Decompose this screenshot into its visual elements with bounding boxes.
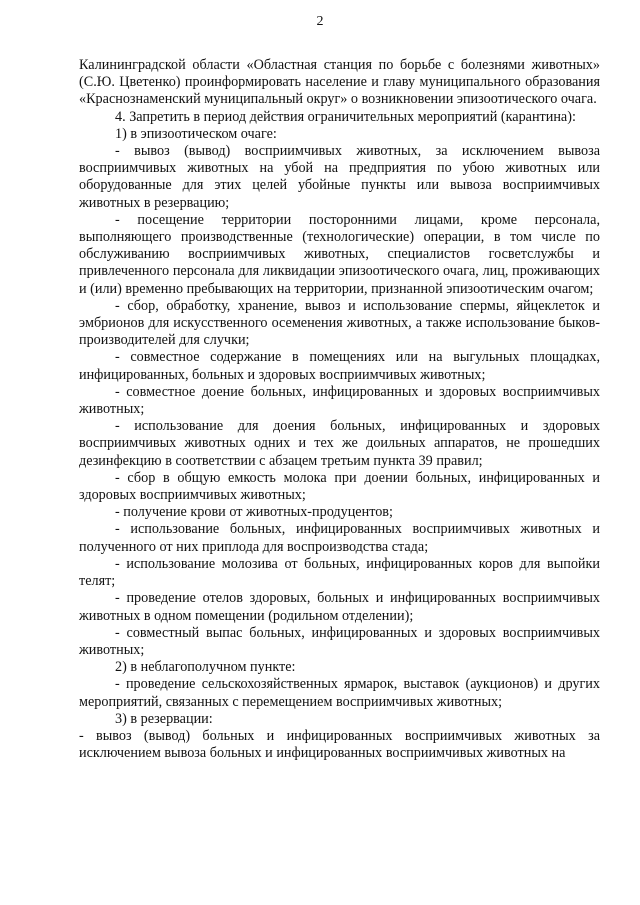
paragraph-bullet: - посещение территории посторонними лицами, кроме персонала, выполняющего производственные (технологические) операции, в том числе по обслуживанию восприимчивых животных, специалистов госветслужбы и привлеченного персонала для ликвидации эпизоотического очага, лиц, проживающих и (или) временно пребывающих на территории, признанной эпизоотическим очагом; — [79, 211, 600, 297]
paragraph-bullet: - совместное доение больных, инфицированных и здоровых восприимчивых животных; — [79, 383, 600, 418]
paragraph-subitem-3: 3) в резервации: — [115, 710, 213, 727]
paragraph-bullet: - проведение отелов здоровых, больных и инфицированных восприимчивых животных в одном помещении (родильном отделении); — [79, 590, 600, 624]
paragraph-bullet: - использование больных, инфицированных восприимчивых животных и полученного от них приплода для воспроизводства стада; — [79, 521, 600, 555]
paragraph-subitem-2: 2) в неблагополучном пункте: — [115, 659, 296, 676]
paragraph-bullet: - использование для доения больных, инфицированных и здоровых восприимчивых животных одних и тех же доильных аппаратов, не прошедших дезинфекцию в соответствии с абзацем третьим пункта 39 правил; — [79, 418, 600, 469]
page-number: 2 — [316, 14, 324, 29]
paragraph-bullet: - проведение сельскохозяйственных ярмарок, выставок (аукционов) и других мероприятий, связанных с перемещением восприимчивых животных; — [79, 676, 600, 710]
paragraph-item-4: 4. Запретить в период действия ограничительных мероприятий (карантина): — [115, 108, 576, 125]
paragraph-bullet: - вывоз (вывод) восприимчивых животных, за исключением вывоза восприимчивых животных на убой на предприятия по убою животных или оборудованные для этих целей убойные пункты или вывоза восприимчивых животных в резервацию; — [79, 143, 600, 211]
document-body — [79, 57, 600, 762]
paragraph-bullet: - сбор, обработку, хранение, вывоз и использование спермы, яйцеклеток и эмбрионов для искусственного осеменения животных, а также использование быков-производителей для случки; — [79, 297, 600, 349]
paragraph-bullet: - сбор в общую емкость молока при доении больных, инфицированных и здоровых восприимчивых животных; — [79, 469, 600, 504]
paragraph-subitem-1: 1) в эпизоотическом очаге: — [115, 125, 277, 142]
paragraph-bullet: - получение крови от животных-продуцентов; — [115, 504, 393, 521]
paragraph-bullet: - вывоз (вывод) больных и инфицированных восприимчивых животных за исключением вывоза больных и инфицированных восприимчивых животных на — [79, 727, 600, 762]
paragraph-bullet: - использование молозива от больных, инфицированных коров для выпойки телят; — [79, 555, 600, 590]
paragraph-bullet: - совместный выпас больных, инфицированных и здоровых восприимчивых животных; — [79, 624, 600, 658]
paragraph-intro: Калининградской области «Областная станция по борьбе с болезнями животных» (С.Ю. Цветенко) проинформировать население и главу муниципального образования «Краснознаменский муниципальный округ» о возникновении эпизоотического очага. — [79, 57, 600, 108]
paragraph-bullet: - совместное содержание в помещениях или на выгульных площадках, инфицированных, больных и здоровых восприимчивых животных; — [79, 349, 600, 383]
